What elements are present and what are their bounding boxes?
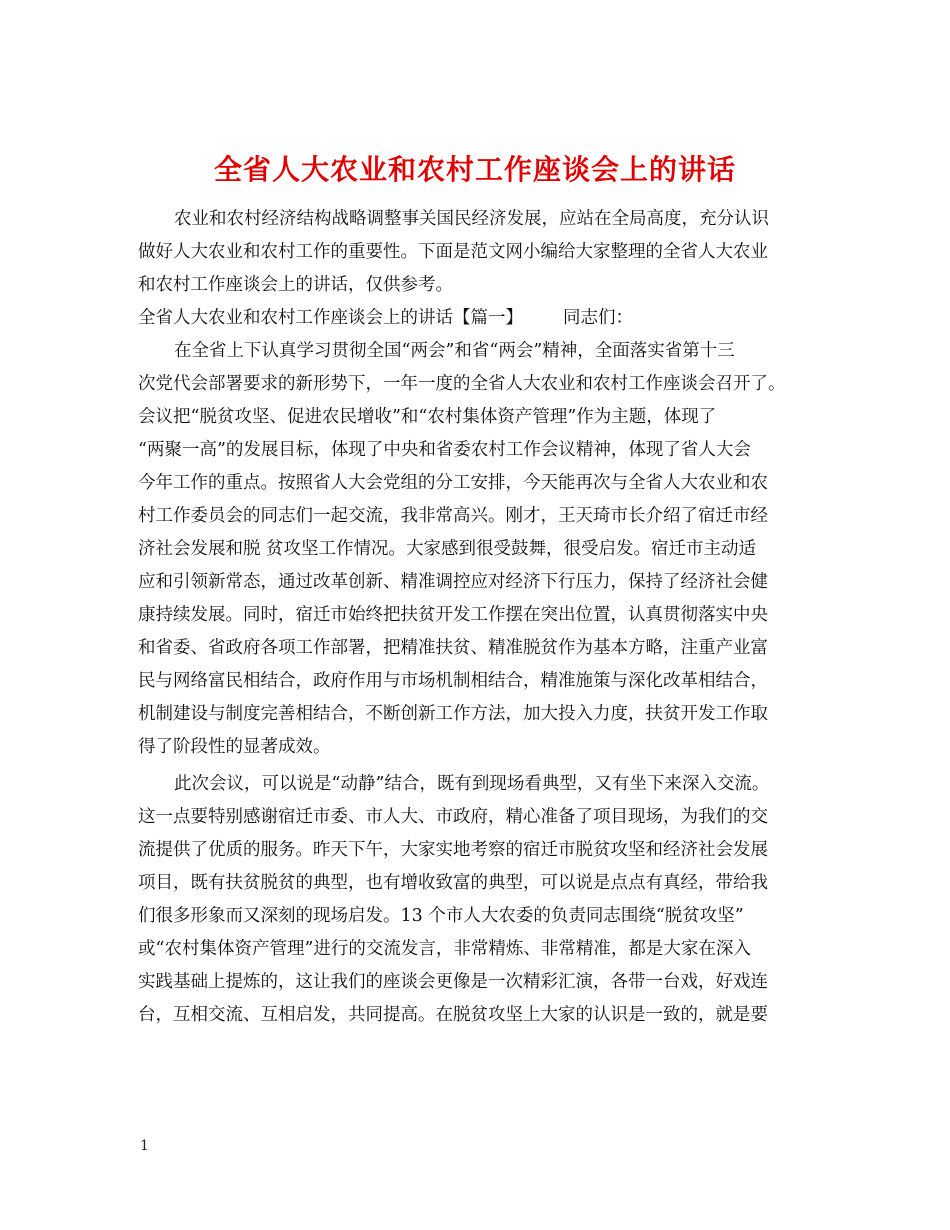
text-line: “两聚一高”的发展目标，体现了中央和省委农村工作会议精神，体现了省人大会 <box>138 440 751 460</box>
section-heading-line <box>138 302 828 335</box>
page-number: 1 <box>140 1138 149 1154</box>
text-line: 或“农村集体资产管理”进行的交流发言，非常精炼、非常精准，都是大家在深入 <box>138 939 751 959</box>
text-line: 项目，既有扶贫脱贫的典型，也有增收致富的典型，可以说是点点有真经，带给我 <box>138 873 768 893</box>
text-line: 民与网络富民相结合，政府作用与市场机制相结合，精准施策与深化改革相结合， <box>138 671 768 691</box>
text-line: 们很多形象而又深刻的现场启发。13 个市人大农委的负责同志围绕“脱贫攻坚” <box>138 906 744 926</box>
text-line: 实践基础上提炼的，这让我们的座谈会更像是一次精彩汇演，各带一台戏，好戏连 <box>138 972 768 992</box>
text-line: 今年工作的重点。按照省人大会党组的分工安排，今天能再次与全省人大农业和农 <box>138 473 768 493</box>
text-line: 做好人大农业和农村工作的重要性。下面是范文网小编给大家整理的全省人大农业 <box>138 242 768 262</box>
page-title: 全省人大农业和农村工作座谈会上的讲话 <box>213 152 736 186</box>
text-line: 台，互相交流、互相启发，共同提高。在脱贫攻坚上大家的认识是一致的，就是要 <box>138 1005 768 1025</box>
text-line: 村工作委员会的同志们一起交流，我非常高兴。刚才，王天琦市长介绍了宿迁市经 <box>138 506 768 526</box>
text-line: 次党代会部署要求的新形势下，一年一度的全省人大农业和农村工作座谈会召开了。 <box>138 374 786 394</box>
text-line: 应和引领新常态，通过改革创新、精准调控应对经济下行压力，保持了经济社会健 <box>138 572 768 592</box>
paragraph-1 <box>138 335 828 764</box>
text-line: 得了阶段性的显著成效。 <box>138 737 331 757</box>
text-line: 机制建设与制度完善相结合，不断创新工作方法，加大投入力度，扶贫开发工作取 <box>138 704 768 724</box>
text-line: 此次会议，可以说是“动静”结合，既有到现场看典型，又有坐下来深入交流。 <box>174 774 770 794</box>
text-line: 农业和农村经济结构战略调整事关国民经济发展，应站在全局高度，充分认识 <box>174 209 769 229</box>
text-line: 济社会发展和脱 贫攻坚工作情况。大家感到很受鼓舞，很受启发。宿迁市主动适 <box>138 539 757 559</box>
text-line: 这一点要特别感谢宿迁市委、市人大、市政府，精心准备了项目现场，为我们的交 <box>138 807 768 827</box>
paragraph-2 <box>138 768 828 1032</box>
text-line: 在全省上下认真学习贯彻全国“两会”和省“两会”精神，全面落实省第十三 <box>174 341 735 361</box>
intro-paragraph <box>138 203 828 302</box>
section-heading: 全省人大农业和农村工作座谈会上的讲话【篇一】 <box>138 308 523 328</box>
salutation: 同志们： <box>563 308 633 328</box>
text-line: 和农村工作座谈会上的讲话，仅供参考。 <box>138 275 453 295</box>
text-line: 和省委、省政府各项工作部署，把精准扶贫、精准脱贫作为基本方略，注重产业富 <box>138 638 768 658</box>
text-line: 流提供了优质的服务。昨天下午，大家实地考察的宿迁市脱贫攻坚和经济社会发展 <box>138 840 768 860</box>
text-line: 康持续发展。同时，宿迁市始终把扶贫开发工作摆在突出位置，认真贯彻落实中央 <box>138 605 768 625</box>
text-line: 会议把“脱贫攻坚、促进农民增收”和“农村集体资产管理”作为主题，体现了 <box>138 407 717 427</box>
document-body <box>138 203 828 1032</box>
